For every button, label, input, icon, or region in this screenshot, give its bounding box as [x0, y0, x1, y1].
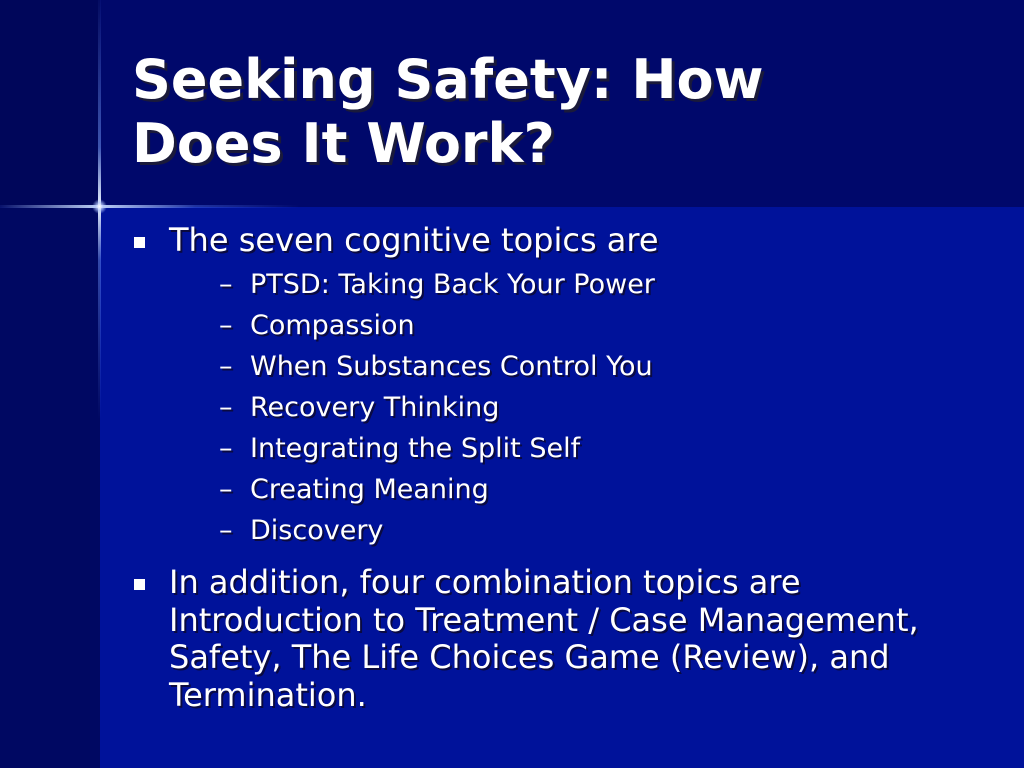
sub-bullet-text: PTSD: Taking Back Your Power [250, 269, 655, 301]
decorative-glow-horizontal [0, 205, 300, 208]
sub-bullet-text: When Substances Control You [250, 351, 653, 383]
sub-bullet-item [169, 433, 982, 474]
title-line-1: Seeking Safety: How [132, 48, 764, 111]
dash-icon: – [219, 310, 233, 342]
sub-bullet-text: Compassion [250, 310, 415, 342]
sub-bullet-item [169, 392, 982, 433]
bullet-item [132, 222, 982, 556]
sub-bullet-item [169, 269, 982, 310]
sub-bullet-item [169, 351, 982, 392]
dash-icon: – [219, 351, 233, 383]
square-bullet-icon [134, 579, 145, 590]
cognitive-topics-list [169, 269, 982, 556]
dash-icon: – [219, 269, 233, 301]
bullet-item [132, 564, 982, 714]
dash-icon: – [219, 433, 233, 465]
sub-bullet-text: Creating Meaning [250, 474, 489, 506]
title-line-2: Does It Work? [132, 111, 555, 175]
bullet-text: The seven cognitive topics are [169, 221, 659, 259]
slide-title [132, 48, 992, 175]
dash-icon: – [219, 474, 233, 506]
sub-bullet-item [169, 474, 982, 515]
slide-body [132, 222, 982, 714]
sub-bullet-item [169, 310, 982, 351]
bullet-text: In addition, four combination topics are Introduction to Treatment / Case Management, Safety, The Life Choices Game (Review), and Termination. [169, 563, 919, 714]
sub-bullet-item [169, 515, 982, 556]
sub-bullet-text: Integrating the Split Self [250, 433, 581, 465]
dash-icon: – [219, 515, 233, 547]
decorative-star-icon [92, 199, 107, 214]
sub-bullet-text: Recovery Thinking [250, 392, 500, 424]
square-bullet-icon [134, 237, 145, 248]
background-corner [0, 0, 100, 207]
sub-bullet-text: Discovery [250, 515, 384, 547]
dash-icon: – [219, 392, 233, 424]
